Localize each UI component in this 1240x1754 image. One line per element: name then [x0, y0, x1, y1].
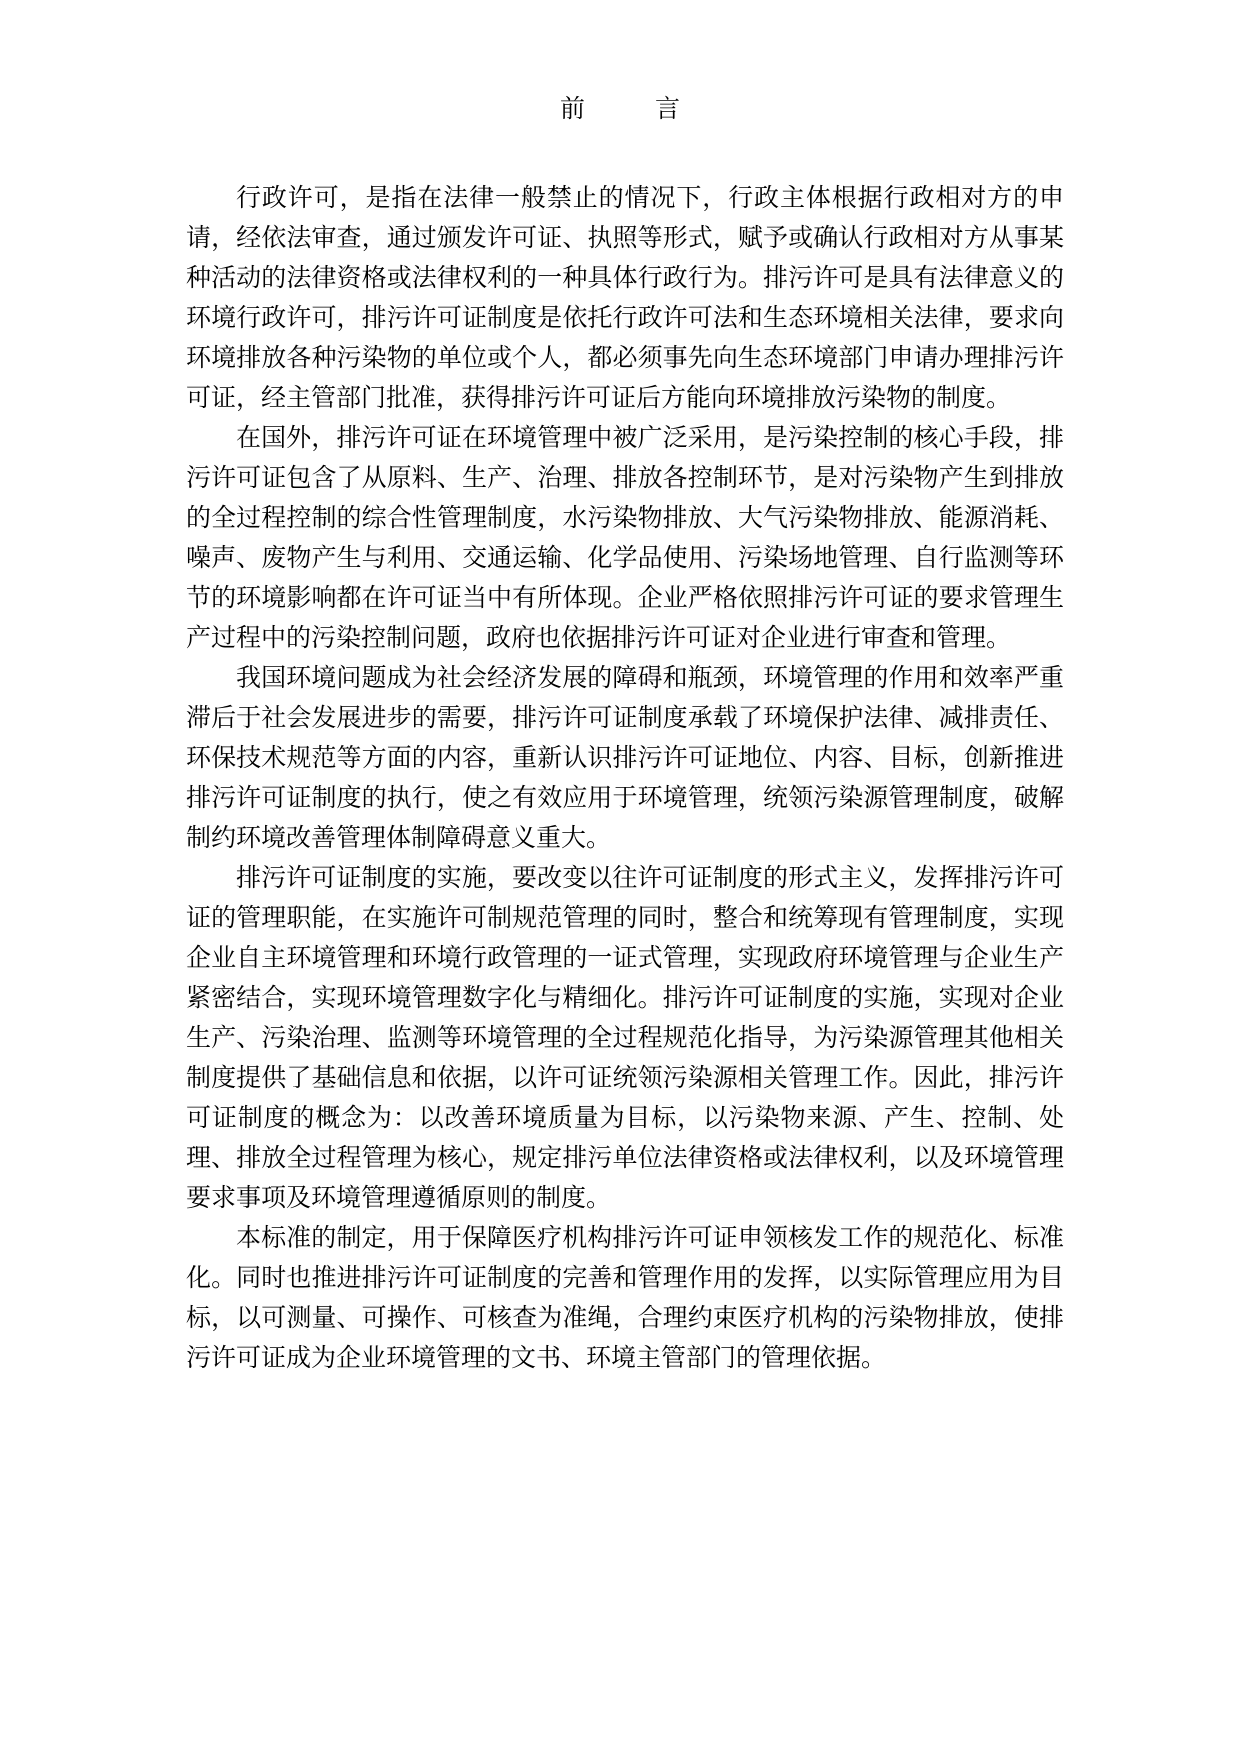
paragraph-4: 排污许可证制度的实施，要改变以往许可证制度的形式主义，发挥排污许可证的管理职能，在实施许可制规范管理的同时，整合和统筹现有管理制度，实现企业自主环境管理和环境行政管理的一证式管理，实现政府环境管理与企业生产紧密结合，实现环境管理数字化与精细化。排污许可证制度的实施，实现对企业生产、污染治理、监测等环境管理的全过程规范化指导，为污染源管理其他相关制度提供了基础信息和依据，以许可证统领污染源相关管理工作。因此，排污许可证制度的概念为：以改善环境质量为目标，以污染物来源、产生、控制、处理、排放全过程管理为核心，规定排污单位法律资格或法律权利，以及环境管理要求事项及环境管理遵循原则的制度。 — [186, 863, 1064, 1212]
paragraph-2: 在国外，排污许可证在环境管理中被广泛采用，是污染控制的核心手段，排污许可证包含了从原料、生产、治理、排放各控制环节，是对污染物产生到排放的全过程控制的综合性管理制度，水污染物排放、大气污染物排放、能源消耗、噪声、废物产生与利用、交通运输、化学品使用、污染场地管理、自行监测等环节的环境影响都在许可证当中有所体现。企业严格依照排污许可证的要求管理生产过程中的污染控制问题，政府也依据排污许可证对企业进行审查和管理。 — [186, 423, 1064, 652]
document-body — [186, 178, 1064, 1378]
paragraph-3: 我国环境问题成为社会经济发展的障碍和瓶颈，环境管理的作用和效率严重滞后于社会发展进步的需要，排污许可证制度承载了环境保护法律、减排责任、环保技术规范等方面的内容，重新认识排污许可证地位、内容、目标，创新推进排污许可证制度的执行，使之有效应用于环境管理，统领污染源管理制度，破解制约环境改善管理体制障碍意义重大。 — [186, 663, 1064, 852]
page-title: 前 言 — [559, 94, 703, 123]
paragraph-1: 行政许可，是指在法律一般禁止的情况下，行政主体根据行政相对方的申请，经依法审查，通过颁发许可证、执照等形式，赋予或确认行政相对方从事某种活动的法律资格或法律权利的一种具体行政行为。排污许可是具有法律意义的环境行政许可，排污许可证制度是依托行政许可法和生态环境相关法律，要求向环境排放各种污染物的单位或个人，都必须事先向生态环境部门申请办理排污许可证，经主管部门批准，获得排污许可证后方能向环境排放污染物的制度。 — [186, 183, 1064, 412]
paragraph-5: 本标准的制定，用于保障医疗机构排污许可证申领核发工作的规范化、标准化。同时也推进排污许可证制度的完善和管理作用的发挥，以实际管理应用为目标，以可测量、可操作、可核查为准绳，合理约束医疗机构的污染物排放，使排污许可证成为企业环境管理的文书、环境主管部门的管理依据。 — [186, 1223, 1064, 1372]
